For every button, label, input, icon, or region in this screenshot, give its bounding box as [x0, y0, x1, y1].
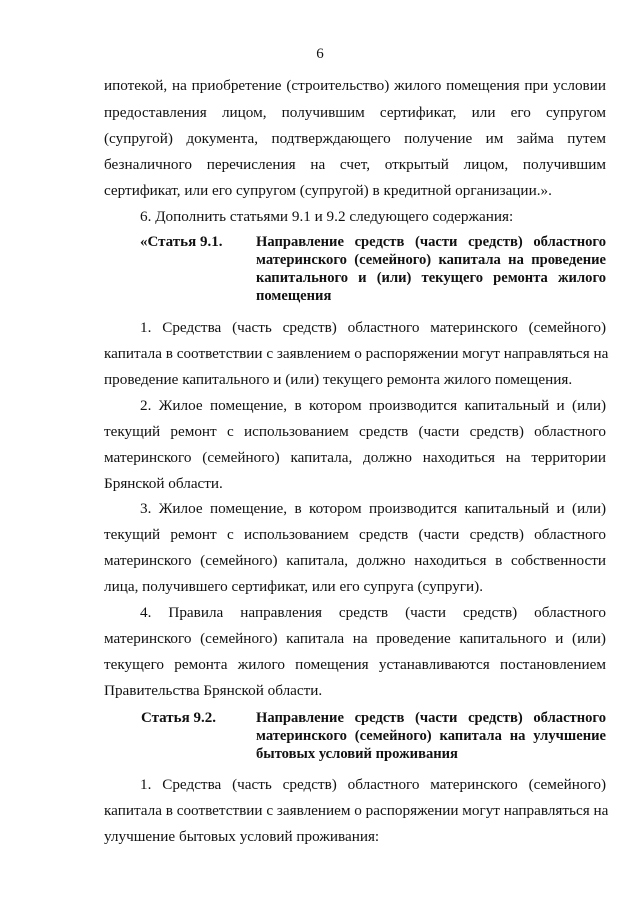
- text-line: капитала в соответствии с заявлением о распоряжении могут направляться на: [104, 345, 609, 362]
- text-line: 4. Правила направления средств (части средств) областного: [140, 604, 606, 621]
- text-line: предоставления лицом, получившим сертификат, или его супругом: [104, 104, 606, 121]
- text-line: материнского (семейного) капитала на проведение капитального и (или): [104, 630, 606, 647]
- text-line: материнского (семейного) капитала, должно находиться в собственности: [104, 552, 606, 569]
- amendment-item: 6. Дополнить статьями 9.1 и 9.2 следующего содержания:: [140, 208, 514, 225]
- page-number: 6: [316, 46, 324, 62]
- text-line: лица, получившего сертификат, или его супруга (супруги).: [104, 578, 484, 595]
- article-title-line: Направление средств (части средств) областного: [256, 710, 606, 726]
- text-line: капитала в соответствии с заявлением о распоряжении могут направляться на: [104, 802, 609, 819]
- text-line: Правительства Брянской области.: [104, 682, 323, 699]
- text-line: безналичного перечисления на счет, открытый лицом, получившим: [104, 156, 606, 173]
- text-line: (супругой) документа, подтверждающего получение им займа путем: [104, 130, 606, 147]
- article-title-line: бытовых условий проживания: [256, 746, 458, 762]
- text-line: Брянской области.: [104, 475, 223, 492]
- text-line: текущий ремонт с использованием средств (части средств) областного: [104, 526, 606, 543]
- text-line: 1. Средства (часть средств) областного материнского (семейного): [140, 776, 606, 793]
- article-label: «Статья 9.1.: [140, 234, 223, 250]
- text-line: материнского (семейного) капитала, должно находиться на территории: [104, 449, 606, 466]
- text-line: проведение капитального и (или) текущего ремонта жилого помещения.: [104, 371, 573, 388]
- text-line: текущий ремонт с использованием средств (части средств) областного: [104, 423, 606, 440]
- text-line: улучшение бытовых условий проживания:: [104, 828, 380, 845]
- text-line: ипотекой, на приобретение (строительство) жилого помещения при условии: [104, 77, 606, 94]
- article-title-line: Направление средств (части средств) областного: [256, 234, 606, 250]
- article-title-line: материнского (семейного) капитала на проведение: [256, 252, 606, 268]
- text-line: сертификат, или его супругом (супругой) в кредитной организации.».: [104, 182, 552, 199]
- text-line: текущего ремонта жилого помещения устанавливаются постановлением: [104, 656, 606, 673]
- article-title-line: капитального и (или) текущего ремонта жилого: [256, 270, 606, 286]
- article-label: Статья 9.2.: [141, 710, 216, 726]
- article-title-line: помещения: [256, 288, 332, 304]
- article-title-line: материнского (семейного) капитала на улучшение: [256, 728, 606, 744]
- text-line: 2. Жилое помещение, в котором производится капитальный и (или): [140, 397, 606, 414]
- text-line: 3. Жилое помещение, в котором производится капитальный и (или): [140, 500, 606, 517]
- text-line: 1. Средства (часть средств) областного материнского (семейного): [140, 319, 606, 336]
